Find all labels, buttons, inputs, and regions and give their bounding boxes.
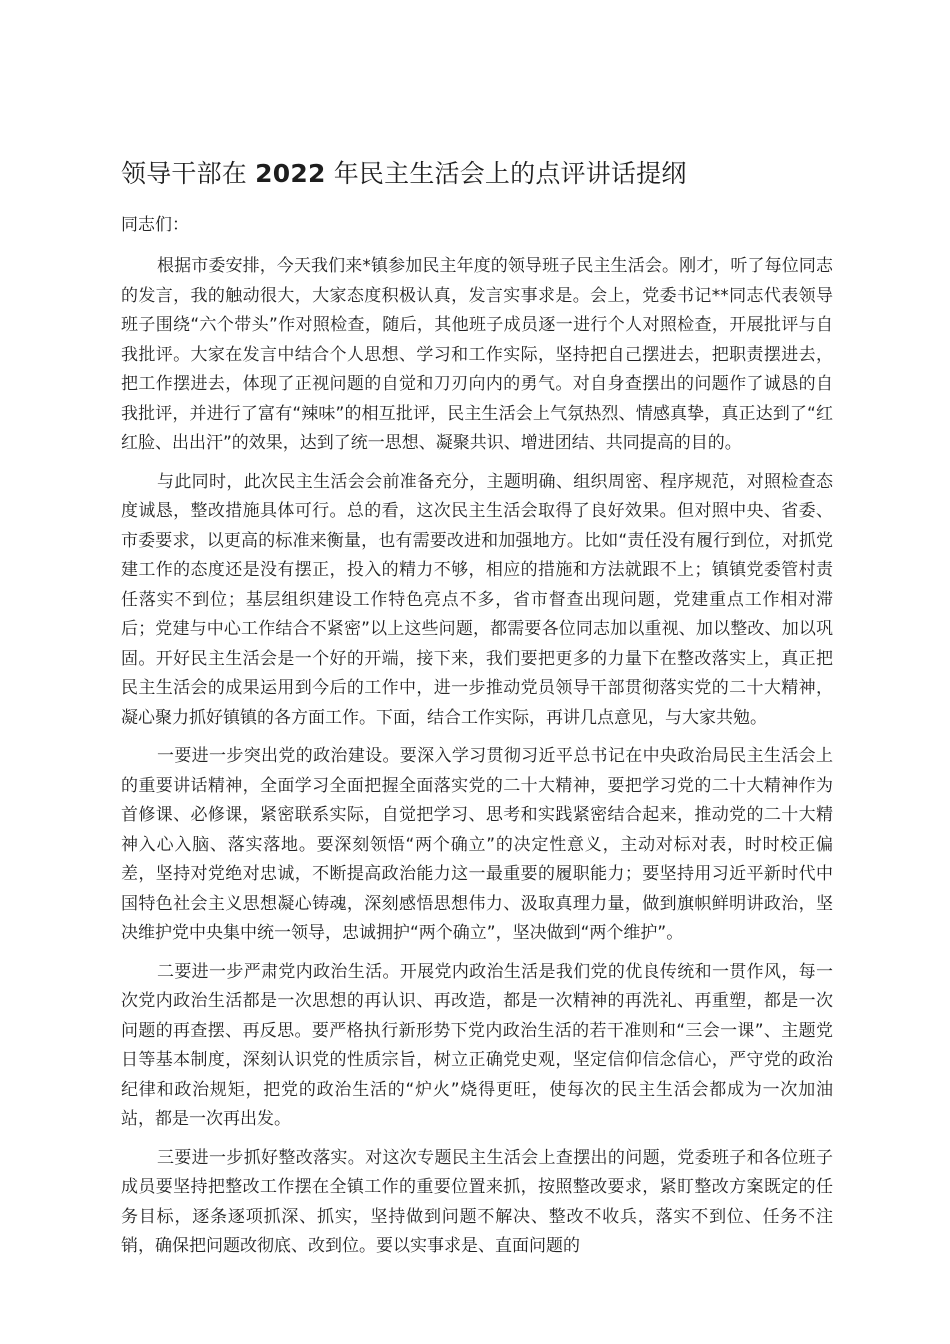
paragraph-point-three: 三要进一步抓好整改落实。对这次专题民主生活会上查摆出的问题，党委班子和各位班子成员要坚持把整改工作摆在全镇工作的重要位置来抓，按照整改要求，紧盯整改方案既定的任务目标，逐条逐项抓深、抓实，坚持做到问题不解决、整改不收兵，落实不到位、任务不注销，确保把问题改彻底、改到位。要以实事求是、直面问题的 — [121, 1147, 833, 1256]
paragraph-point-two: 二要进一步严肃党内政治生活。开展党内政治生活是我们党的优良传统和一贯作风，每一次党内政治生活都是一次思想的再认识、再改造，都是一次精神的再洗礼、再重塑，都是一次问题的再查摆、再反思。要严格执行新形势下党内政治生活的若干准则和“三会一课”、主题党日等基本制度，深刻认识党的性质宗旨，树立正确党史观，坚定信仰信念信心，严守党的政治纪律和政治规矩，把党的政治生活的“炉火”烧得更旺，使每次的民主生活会都成为一次加油站，都是一次再出发。 — [121, 961, 833, 1129]
paragraph-point-one: 一要进一步突出党的政治建设。要深入学习贯彻习近平总书记在中央政治局民主生活会上的重要讲话精神，全面学习全面把握全面落实党的二十大精神，要把学习党的二十大精神作为首修课、必修课，紧密联系实际，自觉把学习、思考和实践紧密结合起来，推动党的二十大精神入心入脑、落实落地。要深刻领悟“两个确立”的决定性意义，主动对标对表，时时校正偏差，坚持对党绝对忠诚，不断提高政治能力这一最重要的履职能力；要坚持用习近平新时代中国特色社会主义思想凝心铸魂，深刻感悟思想伟力、汲取真理力量，做到旗帜鲜明讲政治，坚决维护党中央集中统一领导，忠诚拥护“两个确立”，坚决做到“两个维护”。 — [121, 746, 833, 943]
salutation: 同志们： — [121, 215, 189, 235]
title-year: 2022 — [255, 159, 326, 188]
title-suffix: 年民主生活会上的点评讲话提纲 — [333, 159, 687, 188]
title-prefix: 领导干部在 — [121, 159, 248, 188]
paragraph-assessment: 与此同时，此次民主生活会会前准备充分，主题明确、组织周密、程序规范，对照检查态度诚恳，整改措施具体可行。总的看，这次民主生活会取得了良好效果。但对照中央、省委、市委要求，以更高的标准来衡量，也有需要改进和加强地方。比如“责任没有履行到位，对抓党建工作的态度还是没有摆正，投入的精力不够，相应的措施和方法就跟不上；镇镇党委管村责任落实不到位；基层组织建设工作特色亮点不多，省市督查出现问题，党建重点工作相对滞后；党建与中心工作结合不紧密”以上这些问题，都需要各位同志加以重视、加以整改、加以巩固。开好民主生活会是一个好的开端，接下来，我们要把更多的力量下在整改落实上，真正把民主生活会的成果运用到今后的工作中，进一步推动党员领导干部贯彻落实党的二十大精神，凝心聚力抓好镇镇的各方面工作。下面，结合工作实际，再讲几点意见，与大家共勉。 — [121, 471, 833, 728]
document-body — [121, 152, 833, 1271]
paragraph-intro: 根据市委安排，今天我们来*镇参加民主年度的领导班子民主生活会。刚才，听了每位同志的发言，我的触动很大，大家态度积极认真，发言实事求是。会上，党委书记**同志代表领导班子围绕“六个带头”作对照检查，随后，其他班子成员逐一进行个人对照检查，开展批评与自我批评。大家在发言中结合个人思想、学习和工作实际，坚持把自己摆进去，把职责摆进去，把工作摆进去，体现了正视问题的自觉和刀刃向内的勇气。对自身查摆出的问题作了诚恳的自我批评，并进行了富有“辣味”的相互批评，民主生活会上气氛热烈、情感真挚，真正达到了“红红脸、出出汗”的效果，达到了统一思想、凝聚共识、增进团结、共同提高的目的。 — [121, 256, 833, 453]
document-title — [121, 152, 833, 196]
